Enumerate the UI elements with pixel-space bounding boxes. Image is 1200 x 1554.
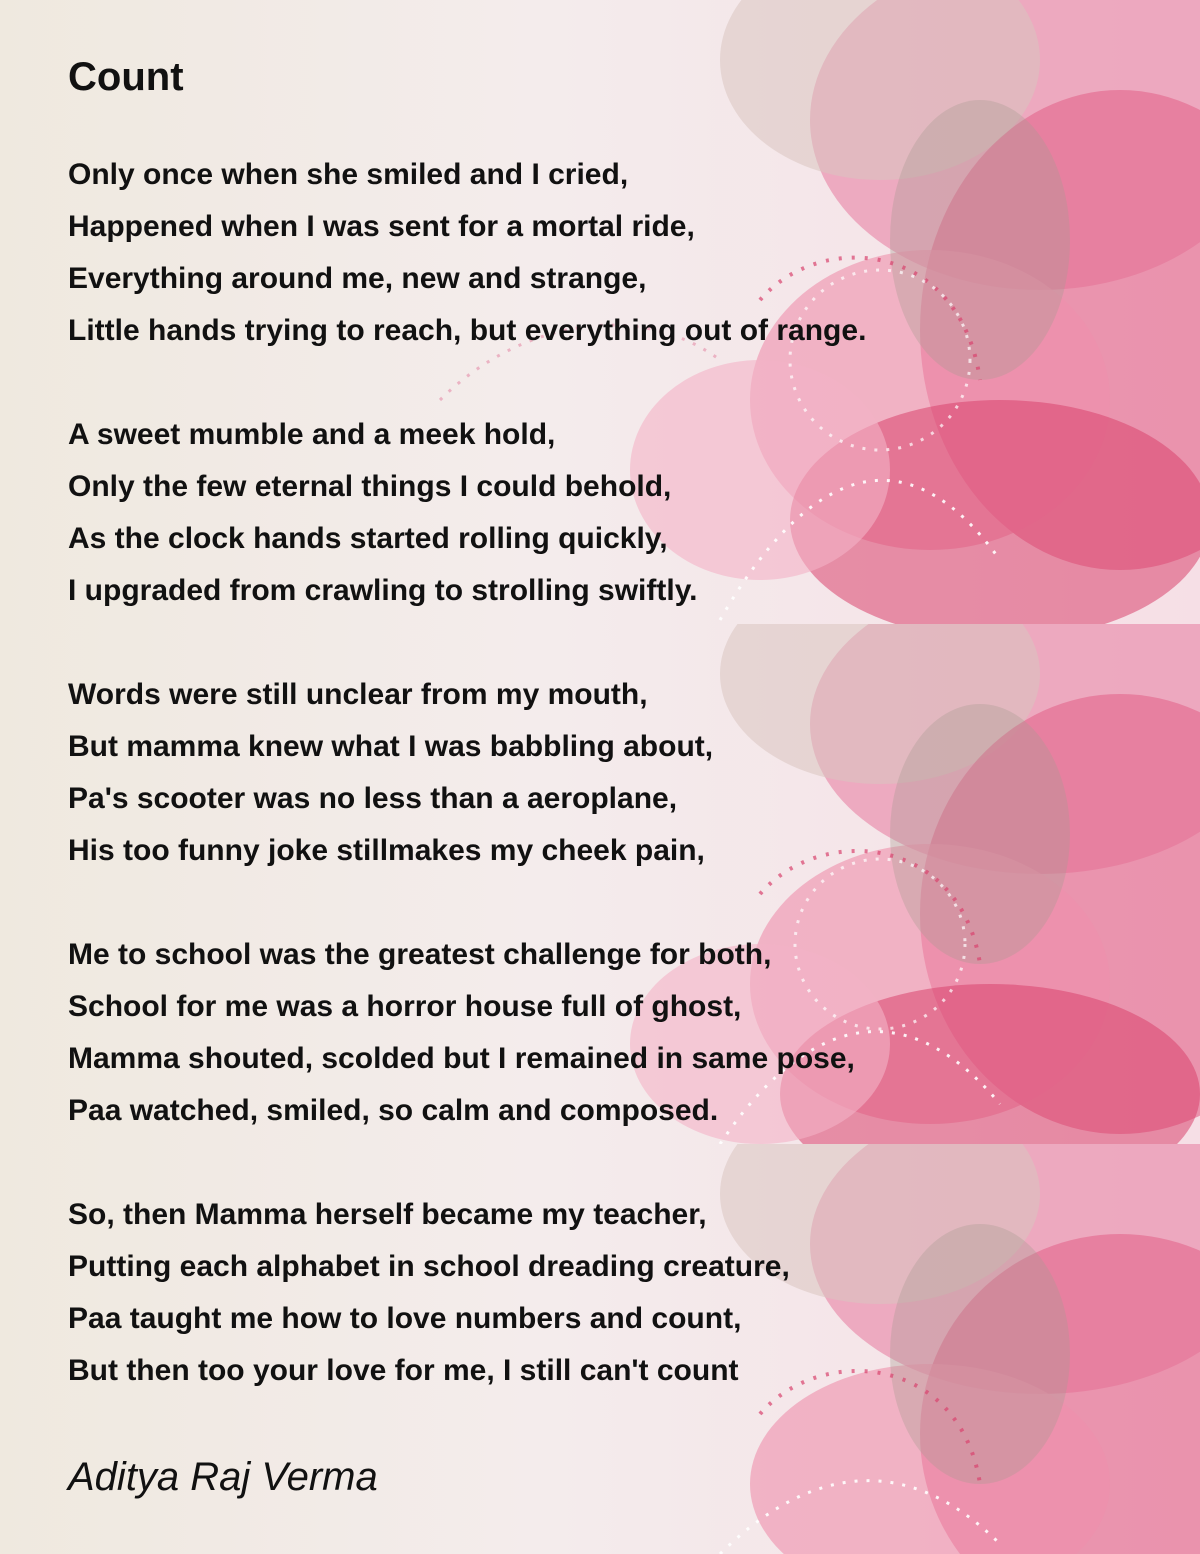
poem-line: Everything around me, new and strange, <box>68 262 647 295</box>
poem-line: Pa's scooter was no less than a aeroplane, <box>68 782 678 815</box>
poem-line: Me to school was the greatest challenge for both, <box>68 938 772 971</box>
poem-line: Words were still unclear from my mouth, <box>68 678 648 711</box>
poem-line: So, then Mamma herself became my teacher, <box>68 1198 707 1231</box>
poem-line: Only once when she smiled and I cried, <box>68 158 629 191</box>
poem-line: Paa watched, smiled, so calm and composed. <box>68 1094 719 1127</box>
poem-line: Paa taught me how to love numbers and count, <box>68 1302 742 1335</box>
stanza-3 <box>68 669 713 877</box>
poem-line: But mamma knew what I was babbling about, <box>68 730 714 763</box>
poem-line: I upgraded from crawling to strolling swiftly. <box>68 574 698 607</box>
poem-line: Mamma shouted, scolded but I remained in same pose, <box>68 1042 855 1075</box>
stanza-2 <box>68 409 698 617</box>
poem-title: Count <box>68 55 184 99</box>
poem-line: Only the few eternal things I could behold, <box>68 470 672 503</box>
poem-line: As the clock hands started rolling quickly, <box>68 522 668 555</box>
poem-line: Little hands trying to reach, but everything out of range. <box>68 314 867 347</box>
poem-line: A sweet mumble and a meek hold, <box>68 418 556 451</box>
poem-line: School for me was a horror house full of ghost, <box>68 990 742 1023</box>
stanza-1 <box>68 149 866 357</box>
poem-line: But then too your love for me, I still can't count <box>68 1354 739 1387</box>
poem-line: Putting each alphabet in school dreading creature, <box>68 1250 790 1283</box>
stanza-5 <box>68 1189 790 1397</box>
poem-line: Happened when I was sent for a mortal ride, <box>68 210 695 243</box>
poem-line: His too funny joke stillmakes my cheek pain, <box>68 834 705 867</box>
stanza-4 <box>68 929 855 1137</box>
poem-author: Aditya Raj Verma <box>68 1455 378 1499</box>
